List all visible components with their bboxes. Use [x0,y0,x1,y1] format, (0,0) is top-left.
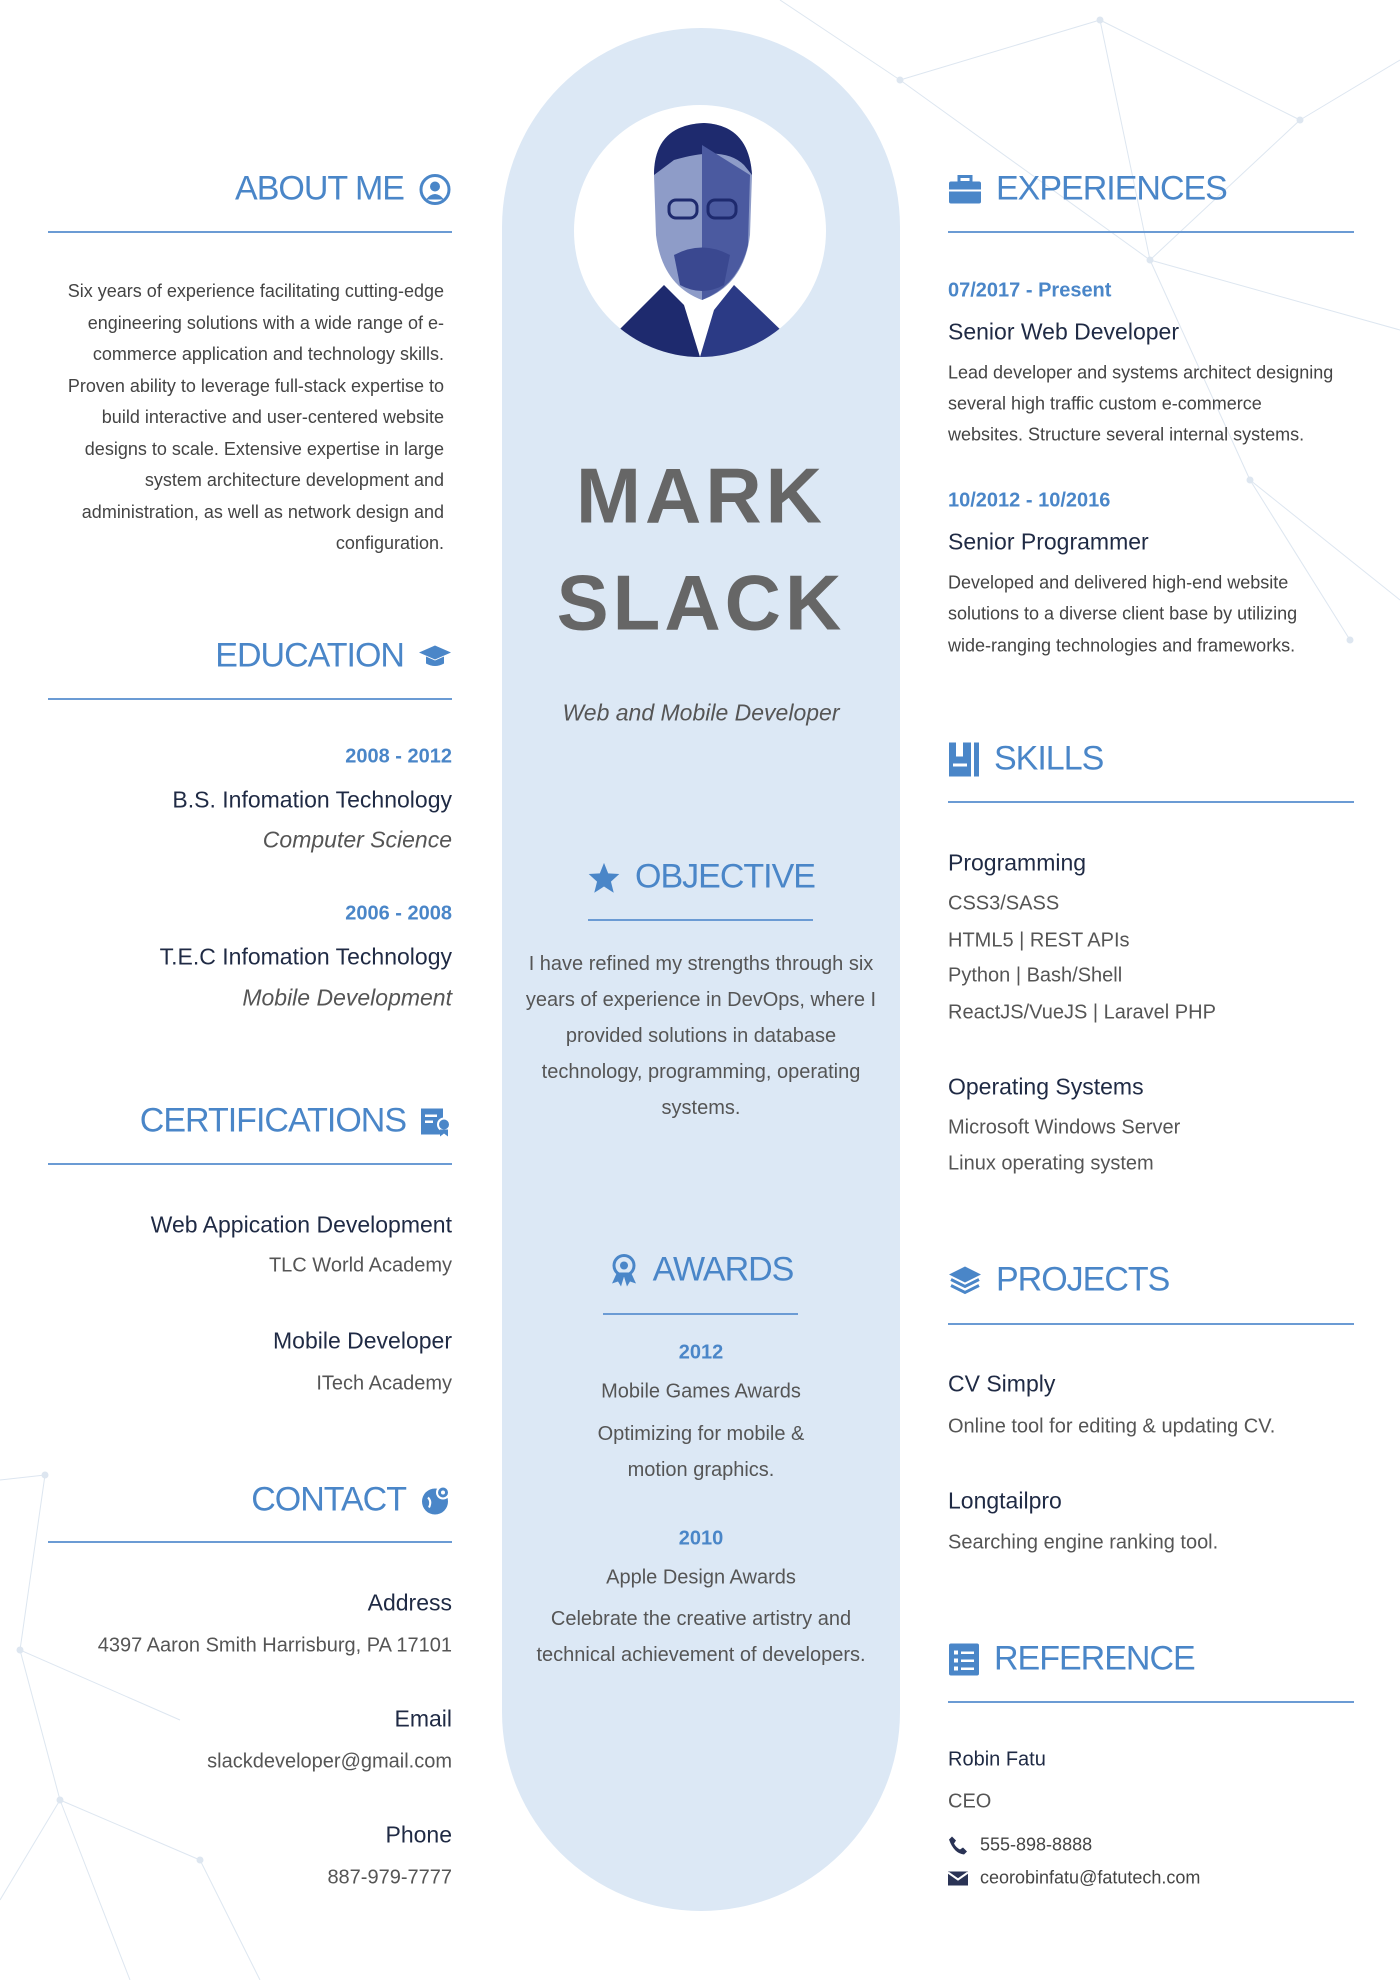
project-desc: Searching engine ranking tool. [948,1531,1219,1554]
reference-email[interactable] [948,1868,1200,1889]
education-date: 2006 - 2008 [345,902,452,925]
layers-icon [948,1264,982,1296]
award-year: 2012 [678,1341,724,1364]
reference-role: CEO [948,1790,992,1813]
skill-item: Linux operating system [948,1152,1154,1175]
reference-heading-text: REFERENCE [994,1639,1195,1678]
award-title: Mobile Games Awards [601,1380,801,1403]
phone-label: Phone [385,1821,452,1848]
experience-desc: several high traffic custom e-commerce [948,393,1262,414]
email-label: Email [394,1705,452,1732]
contact-heading [251,1481,452,1520]
briefcase-icon [948,174,982,204]
education-degree: B.S. Infomation Technology [172,786,452,813]
about-heading-text: ABOUT ME [235,169,404,208]
certifications-heading [140,1102,452,1141]
experience-date: 07/2017 - Present [948,279,1112,302]
reference-heading [948,1640,1195,1679]
skill-group-title: Operating Systems [948,1073,1144,1100]
award-desc: Celebrate the creative artistry and technical achievement of developers. [536,1608,866,1666]
awards-heading [502,1251,900,1290]
certification-title: Web Appication Development [150,1211,452,1238]
divider [948,801,1354,803]
certifications-heading-text: CERTIFICATIONS [139,1101,406,1140]
about-heading [235,170,452,209]
project-desc: Online tool for editing & updating CV. [948,1415,1276,1438]
certification-org: ITech Academy [316,1372,452,1395]
skill-item: CSS3/SASS [948,892,1060,915]
objective-heading [502,858,900,897]
contact-heading-text: CONTACT [251,1480,406,1519]
skill-item: HTML5 | REST APIs [948,929,1130,952]
skills-heading [948,740,1103,779]
skill-item: Microsoft Windows Server [948,1116,1181,1139]
education-date: 2008 - 2012 [345,745,452,768]
last-name: SLACK [556,558,846,647]
divider [948,231,1354,233]
experiences-heading [948,170,1227,209]
graduation-cap-icon [418,643,452,669]
first-name: MARK [576,451,826,540]
experience-role: Senior Web Developer [948,318,1179,345]
profile-photo [574,105,826,357]
objective-text: I have refined my strengths through six years of experience in DevOps, where I provided solutions in database technology, programming, operating systems. [525,953,877,1119]
divider [48,231,452,233]
experience-desc: Developed and delivered high-end website [948,572,1289,593]
reference-email-text[interactable]: ceorobinfatu@fatutech.com [980,1867,1201,1888]
education-field: Mobile Development [242,984,452,1011]
award-title: Apple Design Awards [606,1566,796,1589]
projects-heading [948,1261,1169,1300]
project-title: Longtailpro [948,1487,1062,1514]
list-card-icon [948,1642,980,1676]
user-circle-icon [418,172,452,206]
divider [48,1163,452,1165]
address-label: Address [367,1589,452,1616]
divider [948,1323,1354,1325]
reference-name: Robin Fatu [948,1748,1046,1771]
education-degree: T.E.C Infomation Technology [159,943,452,970]
project-title: CV Simply [948,1370,1056,1397]
about-text: Six years of experience facilitating cutting-edge engineering solutions with a wide range of e-commerce application and technology skills. Proven ability to leverage full-stack expertise to build interactive and user-centered website designs to scale. Extensive expertise in large system architecture development and administration, as well as network design and configuration. [67,281,444,553]
award-ribbon-icon [609,1253,639,1287]
divider [588,919,813,921]
education-heading-text: EDUCATION [215,636,404,675]
phone-value: 887-979-7777 [327,1866,452,1889]
projects-heading-text: PROJECTS [996,1260,1170,1299]
divider [48,1541,452,1543]
award-year: 2010 [678,1527,724,1550]
skill-item: ReactJS/VueJS | Laravel PHP [948,1001,1216,1024]
award-desc: Optimizing for mobile & motion graphics. [597,1423,805,1481]
phone-icon [948,1835,968,1855]
certification-org: TLC World Academy [268,1254,452,1277]
job-title: Web and Mobile Developer [562,699,840,726]
education-field: Computer Science [262,826,452,853]
star-icon [587,861,621,893]
experience-desc: Lead developer and systems architect designing [948,362,1334,383]
objective-heading-text: OBJECTIVE [635,857,815,896]
skill-item: Python | Bash/Shell [948,964,1123,987]
address-value: 4397 Aaron Smith Harrisburg, PA 17101 [97,1634,452,1657]
experience-date: 10/2012 - 10/2016 [948,489,1111,512]
reference-phone [948,1835,1092,1856]
globe-pin-icon [420,1483,452,1517]
divider [603,1313,798,1315]
experience-desc: wide-ranging technologies and frameworks. [948,635,1296,656]
divider [48,698,452,700]
envelope-icon [948,1870,968,1886]
awards-heading-text: AWARDS [652,1250,794,1289]
reference-phone-text: 555-898-8888 [980,1834,1093,1855]
experience-desc: websites. Structure several internal systems. [948,424,1305,445]
divider [948,1701,1354,1703]
experience-role: Senior Programmer [948,528,1149,555]
experience-desc: solutions to a diverse client base by utilizing [948,603,1298,624]
email-link[interactable]: slackdeveloper@gmail.com [207,1750,452,1773]
skills-heading-text: SKILLS [994,739,1104,778]
education-heading [215,637,452,676]
experiences-heading-text: EXPERIENCES [996,169,1227,208]
certificate-icon [420,1106,452,1136]
certification-title: Mobile Developer [273,1327,452,1354]
skills-book-icon [948,741,980,777]
skill-group-title: Programming [948,849,1087,876]
